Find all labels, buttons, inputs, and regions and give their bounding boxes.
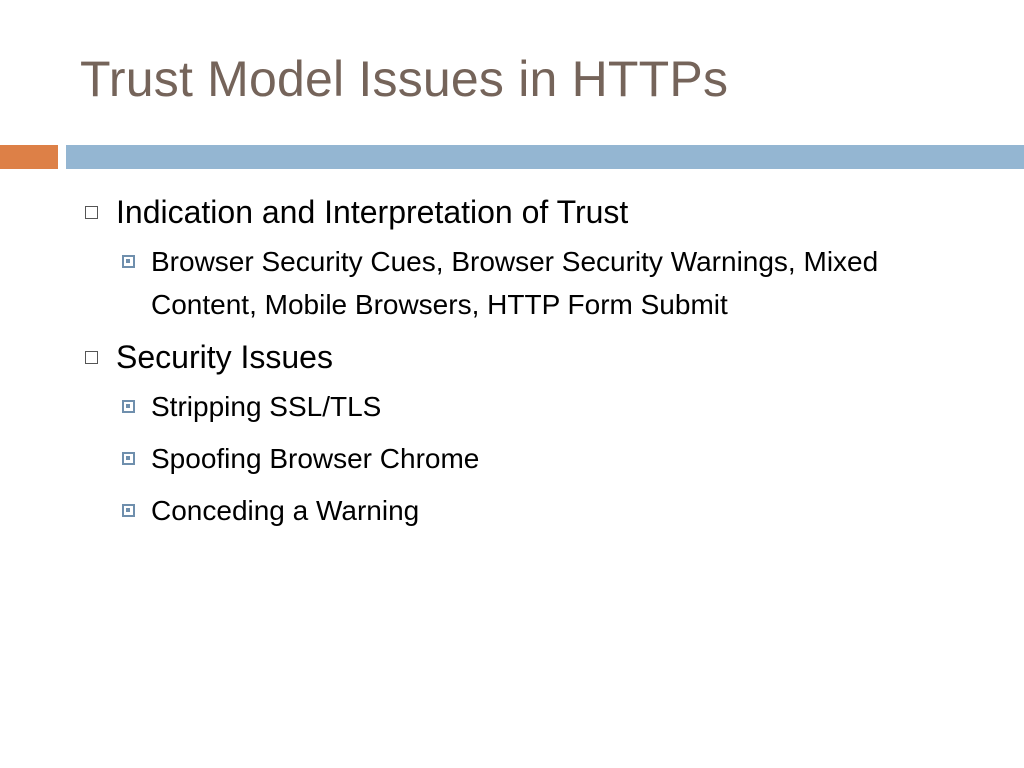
square-bullet-icon	[122, 400, 135, 413]
bullet-level2	[80, 385, 980, 428]
bullet-level2	[80, 489, 980, 532]
hollow-square-bullet-icon	[85, 206, 98, 219]
square-bullet-icon	[122, 504, 135, 517]
bullet-text: Stripping SSL/TLS	[151, 391, 382, 422]
square-bullet-icon	[122, 452, 135, 465]
bullet-text: Spoofing Browser Chrome	[151, 443, 480, 474]
bullet-text: Indication and Interpretation of Trust	[116, 194, 629, 230]
slide-content	[80, 190, 980, 541]
slide-title: Trust Model Issues in HTTPs	[80, 51, 729, 107]
bullet-text: Security Issues	[116, 339, 333, 375]
accent-bar-blue	[66, 145, 1024, 169]
bullet-level2	[80, 240, 980, 326]
bullet-text: Conceding a Warning	[151, 495, 420, 526]
square-bullet-icon	[122, 255, 135, 268]
bullet-level1	[80, 335, 980, 379]
bullet-level1	[80, 190, 980, 234]
bullet-text: Browser Security Cues, Browser Security Warnings, Mixed Content, Mobile Browsers, HTTP Form Submit	[151, 246, 879, 320]
hollow-square-bullet-icon	[85, 351, 98, 364]
bullet-level2	[80, 437, 980, 480]
accent-bar-orange	[0, 145, 58, 169]
